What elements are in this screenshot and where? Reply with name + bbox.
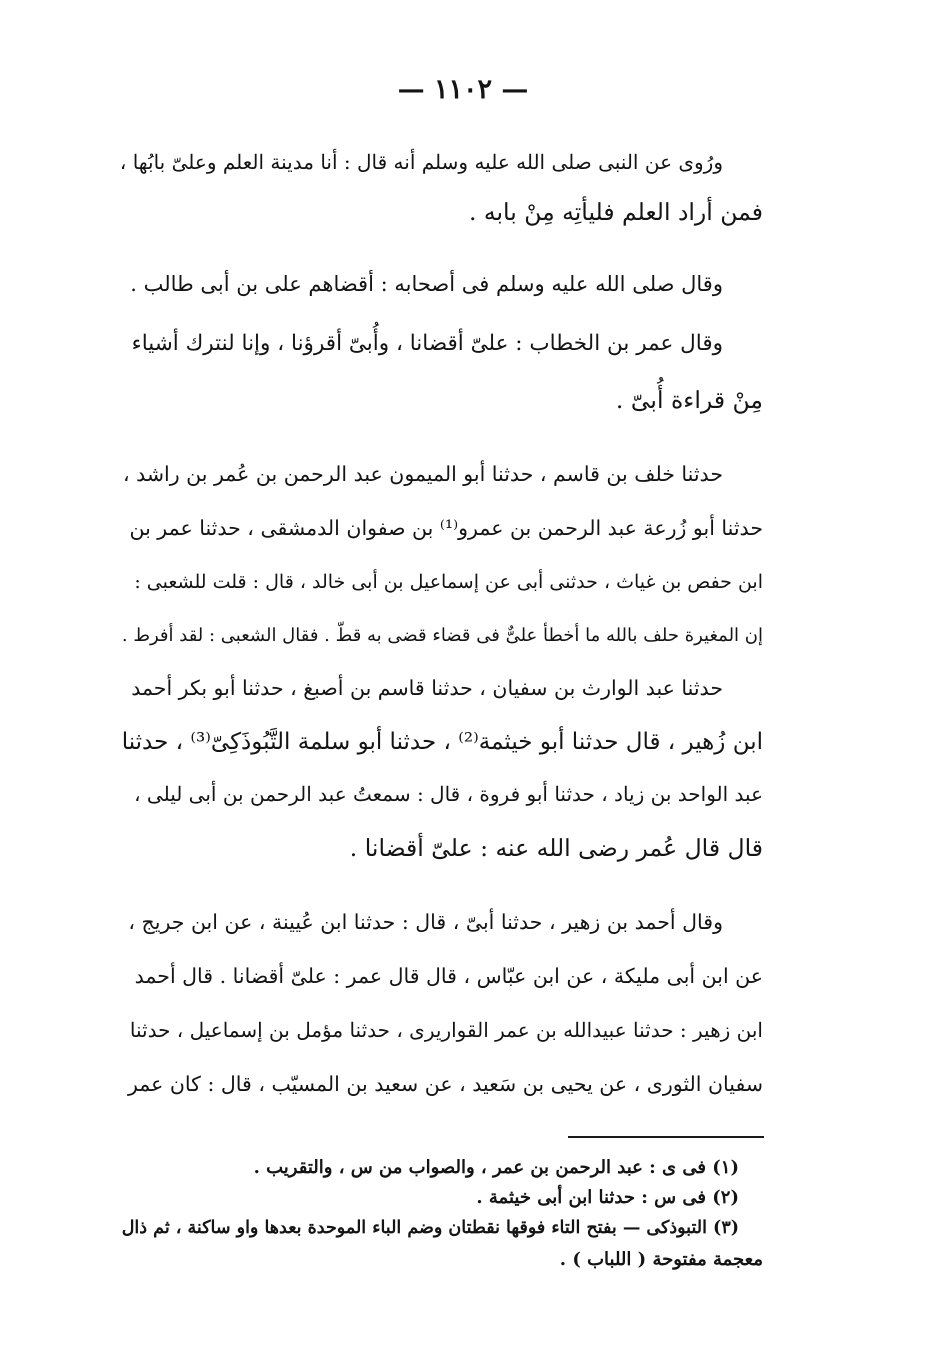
footnote-divider (568, 1136, 764, 1138)
footnote-line: (١) فى ى : عبد الرحمن بن عمر ، والصواب من س ، والتقريب . (253, 1157, 739, 1178)
body-line: وقال أحمد بن زهير ، حدثنا أبىّ ، قال : حدثنا ابن عُيينة ، عن ابن جريج ، (128, 910, 723, 934)
body-line: مِنْ قراءة أُبىّ . (615, 386, 763, 414)
body-line: فمن أراد العلم فليأتِه مِنْ بابه . (468, 198, 763, 226)
body-line: عبد الواحد بن زياد ، حدثنا أبو فروة ، قال : سمعتُ عبد الرحمن بن أبى ليلى ، (134, 782, 763, 806)
page-number: — ١١٠٢ — (397, 74, 529, 105)
body-line: قال قال عُمر رضى الله عنه : علىّ أقضانا . (349, 834, 763, 862)
body-line: ابن حفص بن غياث ، حدثنى أبى عن إسماعيل بن أبى خالد ، قال : قلت للشعبى : (134, 571, 763, 593)
body-line: ورُوى عن النبى صلى الله عليه وسلم أنه قال : أنا مدينة العلم وعلىّ بابُها ، (119, 150, 723, 174)
body-line: سفيان الثورى ، عن يحيى بن سَعيد ، عن سعيد بن المسيّب ، قال : كان عمر (127, 1072, 763, 1096)
body-line: وقال عمر بن الخطاب : علىّ أقضانا ، وأُبىّ أقرؤنا ، وإنا لنترك أشياء (131, 331, 723, 356)
body-line: وقال صلى الله عليه وسلم فى أصحابه : أقضاهم على بن أبى طالب . (130, 272, 723, 296)
body-line: إن المغيرة حلف بالله ما أخطأ علىٌّ فى قضاء قضى به قطّ . فقال الشعبى : لقد أفرط . (121, 625, 763, 646)
body-line: حدثنا أبو زُرعة عبد الرحمن بن عمرو⁽¹⁾ بن صفوان الدمشقى ، حدثنا عمر بن (129, 516, 763, 540)
body-line: ابن زهير : حدثنا عبيدالله بن عمر القواريرى ، حدثنا مؤمل بن إسماعيل ، حدثنا (129, 1018, 763, 1042)
footnote-line: (٣) التبوذكى — بفتح التاء فوقها نقطتان وضم الباء الموحدة بعدها واو ساكنة ، ثم ذال (121, 1218, 739, 1238)
body-line: حدثنا خلف بن قاسم ، حدثنا أبو الميمون عبد الرحمن بن عُمر بن راشد ، (122, 462, 723, 486)
body-line: ابن زُهير ، قال حدثنا أبو خيثمة⁽²⁾ ، حدثنا أبو سلمة التَّبُوذَكِىّ⁽³⁾ ، حدثنا (121, 729, 763, 755)
footnote-line: معجمة مفتوحة ( اللباب ) . (559, 1249, 763, 1270)
footnote-line: (٢) فى س : حدثنا ابن أبى خيثمة . (476, 1187, 739, 1208)
body-line: عن ابن أبى مليكة ، عن ابن عبّاس ، قال قال عمر : علىّ أقضانا . قال أحمد (134, 964, 763, 988)
body-line: حدثنا عبد الوارث بن سفيان ، حدثنا قاسم بن أصبغ ، حدثنا أبو بكر أحمد (131, 676, 723, 700)
